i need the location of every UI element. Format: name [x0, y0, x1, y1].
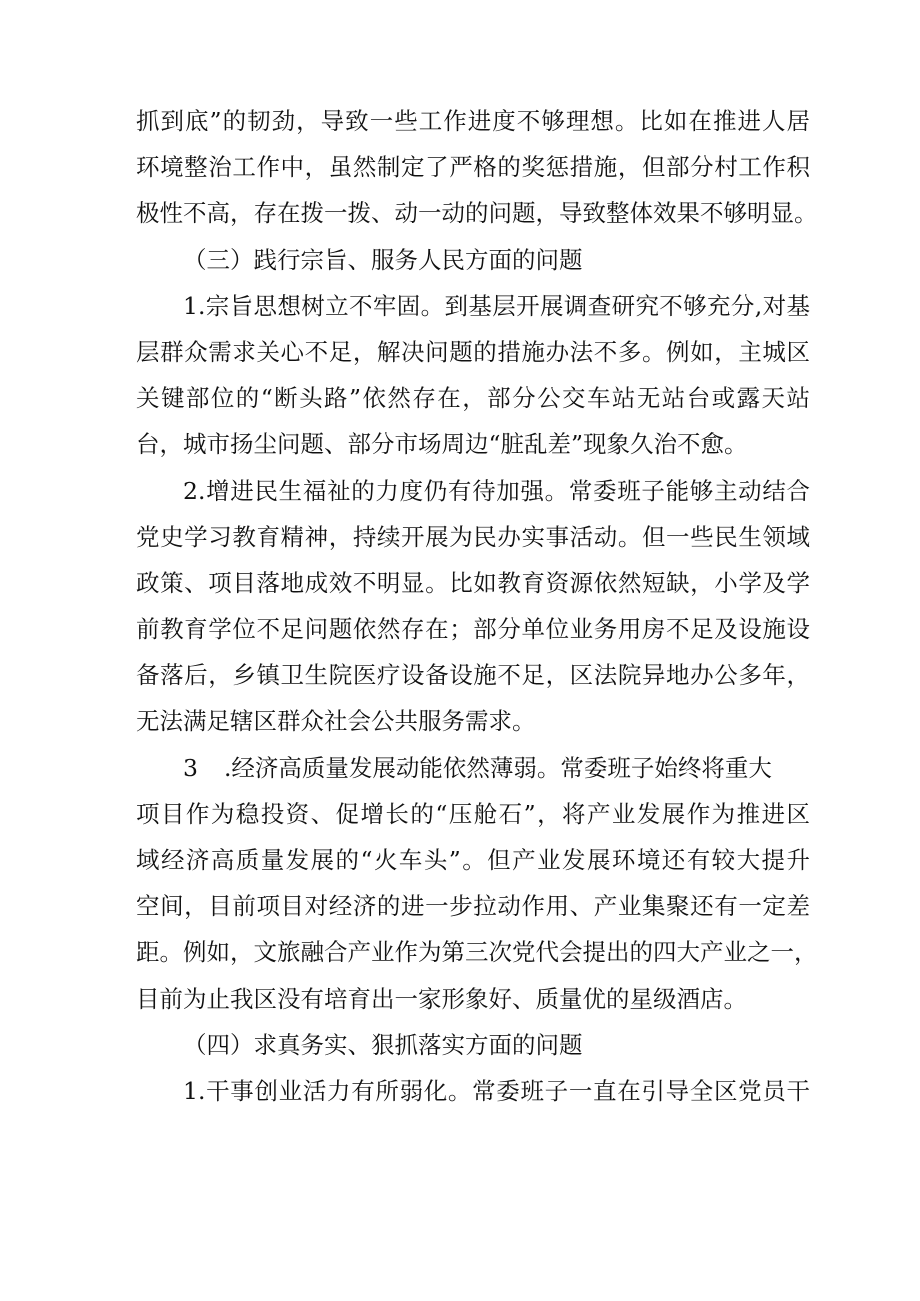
document-body	[136, 98, 818, 1114]
text-line: 备落后，乡镇卫生院医疗设备设施不足，区法院异地办公多年，	[136, 661, 810, 690]
text-line: 关键部位的“断头路”依然存在，部分公交车站无站台或露天站	[136, 384, 810, 413]
paragraph-3-3	[136, 745, 818, 1022]
text-line: 极性不高，存在拨一拨、动一动的问题，导致整体效果不够明显。	[136, 199, 818, 228]
text-line: 层群众需求关心不足，解决问题的措施办法不多。例如，主城区	[136, 337, 810, 366]
paragraph-4-1	[136, 1068, 810, 1114]
section-heading-3	[136, 237, 810, 283]
section-heading-text: （四）求真务实、狠抓落实方面的问题	[183, 1030, 583, 1059]
section-heading-4	[136, 1022, 810, 1068]
item-number: 3	[183, 753, 198, 782]
text-line: 域经济高质量发展的“火车头”。但产业发展环境还有较大提升	[136, 846, 810, 874]
paragraph-3-2	[136, 468, 810, 745]
text-line: 台，城市扬尘问题、部分市场周边“脏乱差”现象久治不愈。	[136, 430, 748, 459]
text-line: 1.干事创业活力有所弱化。常委班子一直在引导全区党员干	[183, 1076, 810, 1105]
text-line-first	[136, 745, 810, 791]
paragraph-3-1	[136, 283, 810, 468]
paragraph-continuation	[136, 98, 818, 237]
text-line: 2.增进民生福祉的力度仍有待加强。常委班子能够主动结合	[183, 476, 810, 505]
text-line: 空间，目前项目对经济的进一步拉动作用、产业集聚还有一定差	[136, 892, 810, 921]
text-line: 前教育学位不足问题依然存在；部分单位业务用房不足及设施设	[136, 615, 810, 644]
text-line: 无法满足辖区群众社会公共服务需求。	[136, 707, 536, 736]
section-heading-text: （三）践行宗旨、服务人民方面的问题	[183, 245, 583, 274]
item-text: .经济高质量发展动能依然薄弱。常委班子始终将重大	[223, 753, 772, 782]
text-line: 党史学习教育精神，持续开展为民办实事活动。但一些民生领域	[136, 522, 810, 551]
text-line: 距。例如，文旅融合产业作为第三次党代会提出的四大产业之一，	[136, 938, 818, 967]
text-line: 1.宗旨思想树立不牢固。到基层开展调查研究不够充分,对基	[183, 291, 810, 320]
text-line: 政策、项目落地成效不明显。比如教育资源依然短缺，小学及学	[136, 568, 810, 597]
text-line: 目前为止我区没有培育出一家形象好、质量优的星级酒店。	[136, 984, 747, 1013]
text-line: 项目作为稳投资、促增长的“压舱石”，将产业发展作为推进区	[136, 799, 810, 828]
text-line: 抓到底”的韧劲，导致一些工作进度不够理想。比如在推进人居	[136, 107, 810, 135]
text-line: 环境整治工作中，虽然制定了严格的奖惩措施，但部分村工作积	[136, 153, 810, 182]
